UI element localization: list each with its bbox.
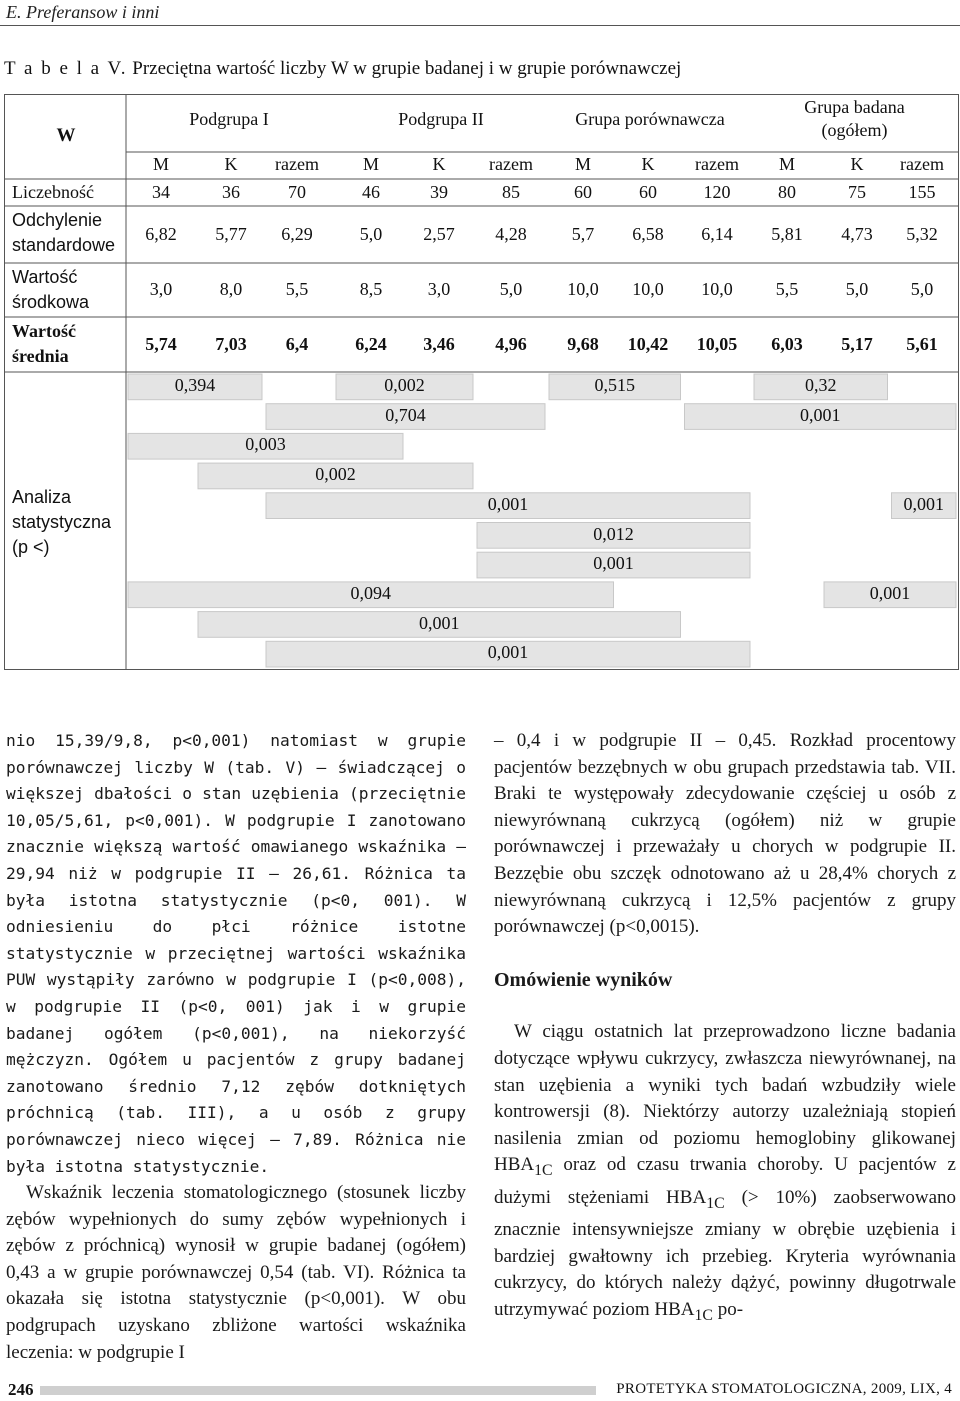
subheader-cell: M bbox=[152, 154, 170, 174]
left-column bbox=[6, 728, 466, 1366]
subheader-cell: K bbox=[224, 154, 238, 174]
data-cell: 6,14 bbox=[701, 223, 733, 244]
data-cell: 10,0 bbox=[567, 279, 599, 299]
subheader-cell: K bbox=[641, 154, 655, 174]
subheader-cell: M bbox=[574, 154, 592, 174]
data-cell: 6,58 bbox=[632, 223, 664, 244]
row-label-line: Wartość bbox=[12, 267, 78, 287]
p-value-cell: 0,094 bbox=[350, 582, 391, 603]
data-cell: 5,0 bbox=[845, 279, 869, 299]
row-label-line: środkowa bbox=[12, 292, 90, 312]
data-cell: 5,0 bbox=[359, 223, 383, 244]
analysis-label bbox=[12, 485, 111, 560]
p-value-cell: 0,001 bbox=[903, 493, 944, 514]
data-cell: 3,46 bbox=[423, 333, 455, 354]
row-label-line: Liczebność bbox=[12, 182, 94, 202]
row-label bbox=[12, 208, 115, 258]
row-label-line: Odchylenie bbox=[12, 210, 103, 230]
data-cell: 4,28 bbox=[495, 223, 527, 244]
subheader-cell: M bbox=[778, 154, 796, 174]
p-value-cell: 0,002 bbox=[315, 464, 356, 485]
data-cell: 10,0 bbox=[701, 279, 733, 299]
data-cell: 5,32 bbox=[906, 223, 938, 244]
subheader-cell: razem bbox=[275, 154, 319, 174]
table-label: T a b e l a V. bbox=[4, 58, 128, 79]
data-cell: 6,82 bbox=[145, 223, 177, 244]
data-cell: 9,68 bbox=[567, 333, 599, 354]
subheader-cell: K bbox=[432, 154, 446, 174]
data-cell: 5,0 bbox=[499, 279, 523, 299]
data-cell: 39 bbox=[430, 181, 448, 202]
row-label bbox=[12, 265, 89, 315]
data-cell: 36 bbox=[222, 181, 240, 202]
data-cell: 5,7 bbox=[571, 223, 595, 244]
data-cell: 155 bbox=[908, 181, 936, 202]
results-table bbox=[4, 94, 959, 670]
data-cell: 34 bbox=[152, 181, 170, 202]
left-paragraph-2: Wskaźnik leczenia stomatologicznego (stosunek liczby zębów wypełnionych do sumy zębów wypełnionych i zębów z próchnicą) wynosił w grupie badanej (ogółem) 0,43 a w grupie porównawczej 0,54 (tab. VI). Różnica ta okazała się istotna statystycznie (p<0,001). W obu podgrupach uzyskano zbliżone wartości wskaźnika leczenia: w podgrupie I bbox=[6, 1182, 466, 1363]
data-cell: 5,77 bbox=[215, 223, 247, 244]
data-cell: 6,24 bbox=[355, 333, 387, 354]
subheader-cell: K bbox=[850, 154, 864, 174]
data-cell: 120 bbox=[703, 181, 731, 202]
p-value-cell: 0,001 bbox=[869, 582, 911, 603]
data-cell: 70 bbox=[288, 181, 306, 202]
group-header: Podgrupa I bbox=[189, 109, 269, 129]
data-cell: 5,17 bbox=[841, 333, 873, 354]
data-cell: 10,05 bbox=[696, 333, 738, 354]
right-paragraph-1: – 0,4 i w podgrupie II – 0,45. Rozkład procentowy pacjentów bezzębnych w obu grupach przedstawia tab. VII. Braki te występowały zdecydowanie częściej u osób z niewyrównaną cukrzycą (ogółem) niż w grupie porównawczej i przeważały u chorych w podgrupie II. Bezzębie obu szczęk odnotowano aż u 28,4% chorych z niewyrównaną cukrzycą i 12,5% pacjentów z grupy porównawczej (p<0,0015). bbox=[494, 730, 956, 938]
data-cell: 6,29 bbox=[281, 223, 313, 244]
data-cell: 5,5 bbox=[285, 279, 309, 299]
p-value-cell: 0,394 bbox=[174, 375, 216, 395]
corner-label: W bbox=[56, 125, 76, 146]
right-paragraph-2: W ciągu ostatnich lat przeprowadzono liczne badania dotyczące wpływu cukrzycy, zwłaszcza niewyrównanej, na stan uzębienia a wyniki tych badań wzbudziły wiele kontrowersji (8). Niektórzy autorzy uzależniają stopień nasilenia zmian od poziomu hemoglobiny glikowanej $HBA_{1C}$ oraz od czasu trwania choroby. U pacjentów z dużymi stężeniami $HBA_{1C}$ (> 10%) zaobserwowano znacznie intensywniejsze zmiany w obrębie uzębienia i bardziej gwałtowny ich przebieg. Kryteria wyrównania cukrzycy, do których należy dążyć, powinny długotrwale utrzymywać poziom $HBA_{1C}$ po- bbox=[494, 1021, 957, 1324]
subheader-cell: razem bbox=[489, 154, 533, 174]
data-cell: 5,81 bbox=[771, 223, 803, 244]
p-value-cell: 0,001 bbox=[593, 553, 634, 574]
data-cell: 80 bbox=[778, 181, 796, 202]
data-cell: 75 bbox=[848, 181, 866, 202]
data-cell: 5,74 bbox=[145, 333, 177, 354]
subheader-cell: razem bbox=[695, 154, 739, 174]
left-paragraph-1: nio 15,39/9,8, p<0,001) natomiast w grupie porównawczej liczby W (tab. V) – świadczącej o większej dbałości o stan uzębienia (przeciętnie 10,05/5,61, p<0,001). W podgrupie I zanotowano znacznie większą wartość omawianego wskaźnika – 29,94 niż w podgrupie II – 26,61. Różnica ta była istotna statystycznie (p<0, 001). W odniesieniu do płci różnice istotne statystycznie w przeciętnej wartości wskaźnika PUW wystąpiły zarówno w podgrupie I (p<0,008), w podgrupie II (p<0, 001) jak i w grupie badanej ogółem (p<0,001), na niekorzyść mężczyzn. Ogółem u pacjentów z grupy badanej zanotowano średnio 7,12 zębów dotkniętych próchnicą (tab. III), a u osób z grupy porównawczej nieco więcej – 7,89. Różnica nie była istotna statystycznie. bbox=[6, 731, 466, 1176]
running-header: E. Preferansow i inni bbox=[6, 2, 160, 22]
journal-title: PROTETYKA STOMATOLOGICZNA, 2009, LIX, 4 bbox=[616, 1381, 952, 1397]
table-caption-text: Przeciętna wartość liczby W w grupie badanej i w grupie porównawczej bbox=[132, 58, 682, 79]
data-cell: 6,4 bbox=[285, 333, 309, 354]
data-cell: 5,0 bbox=[910, 279, 934, 299]
p-value-cell: 0,704 bbox=[385, 404, 426, 425]
group-header: (ogółem) bbox=[821, 120, 888, 140]
row-label bbox=[12, 180, 94, 205]
header-rule bbox=[0, 25, 960, 26]
p-value-cell: 0,32 bbox=[805, 375, 837, 395]
data-cell: 7,03 bbox=[215, 333, 247, 354]
footer-rule bbox=[40, 1386, 596, 1395]
data-cell: 5,5 bbox=[775, 279, 799, 299]
p-value-cell: 0,003 bbox=[245, 434, 286, 455]
data-cell: 4,96 bbox=[495, 333, 527, 354]
row-label bbox=[12, 319, 76, 369]
group-header: Grupa badana bbox=[804, 97, 905, 117]
p-value-cell: 0,001 bbox=[487, 642, 529, 663]
data-cell: 60 bbox=[639, 181, 657, 202]
data-cell: 10,42 bbox=[627, 333, 669, 354]
data-cell: 4,73 bbox=[841, 223, 873, 244]
row-label-line: średnia bbox=[12, 346, 69, 366]
data-cell: 5,61 bbox=[906, 333, 938, 354]
data-cell: 85 bbox=[502, 181, 520, 202]
p-value-cell: 0,001 bbox=[419, 612, 460, 633]
subheader-cell: razem bbox=[900, 154, 944, 174]
row-label-line: Wartość bbox=[12, 321, 76, 341]
data-cell: 10,0 bbox=[632, 279, 664, 299]
right-column bbox=[494, 728, 956, 1329]
p-value-cell: 0,001 bbox=[800, 404, 841, 425]
section-heading: Omówienie wyników bbox=[494, 968, 673, 991]
analysis-label-line: statystyczna bbox=[12, 512, 112, 532]
p-value-cell: 0,012 bbox=[593, 523, 634, 544]
p-value-cell: 0,001 bbox=[487, 493, 529, 514]
row-label-line: standardowe bbox=[12, 235, 116, 255]
analysis-label-line: Analiza bbox=[12, 487, 72, 507]
subheader-cell: M bbox=[362, 154, 380, 174]
p-value-cell: 0,002 bbox=[384, 375, 425, 395]
data-cell: 6,03 bbox=[771, 333, 803, 354]
data-cell: 46 bbox=[362, 181, 380, 202]
data-cell: 3,0 bbox=[427, 279, 451, 299]
p-value-cell: 0,515 bbox=[594, 375, 635, 395]
data-cell: 60 bbox=[574, 181, 592, 202]
table-caption bbox=[4, 58, 681, 80]
data-cell: 2,57 bbox=[423, 223, 455, 244]
page-number: 246 bbox=[8, 1380, 34, 1399]
data-cell: 3,0 bbox=[149, 279, 173, 299]
data-cell: 8,5 bbox=[359, 279, 383, 299]
group-header: Podgrupa II bbox=[398, 109, 484, 129]
data-cell: 8,0 bbox=[219, 279, 243, 299]
group-header: Grupa porównawcza bbox=[575, 109, 725, 129]
analysis-label-line: (p <) bbox=[12, 537, 50, 557]
